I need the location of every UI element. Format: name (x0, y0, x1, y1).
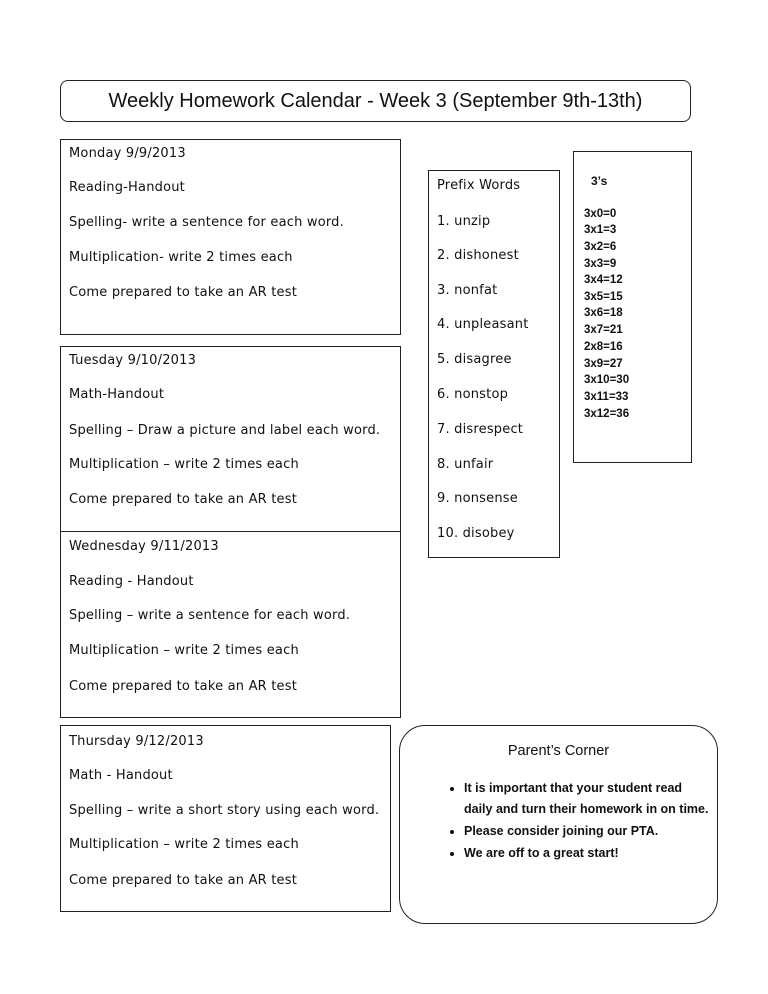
prefix-word: 6. nonstop (437, 387, 509, 402)
day-item: Multiplication – write 2 times each (69, 643, 299, 658)
prefix-word: 5. disagree (437, 352, 512, 367)
page-title: Weekly Homework Calendar - Week 3 (September 9th-13th) (108, 90, 643, 112)
multiplication-fact: 3x2=6 (584, 241, 617, 253)
day-item: Come prepared to take an AR test (69, 492, 297, 507)
multiplication-fact: 3x4=12 (584, 274, 623, 286)
prefix-word: 2. dishonest (437, 248, 519, 263)
multiplication-fact: 3x0=0 (584, 208, 617, 220)
prefix-word: 1. unzip (437, 214, 491, 229)
day-item: Multiplication – write 2 times each (69, 837, 299, 852)
day-item: Reading - Handout (69, 574, 194, 589)
day-box-monday (60, 139, 401, 335)
multiplication-fact: 3x7=21 (584, 324, 623, 336)
parents-corner-list (410, 778, 709, 865)
day-box-thursday (60, 725, 391, 912)
multiplication-fact: 3x5=15 (584, 291, 623, 303)
prefix-word: 8. unfair (437, 457, 494, 472)
prefix-word: 4. unpleasant (437, 317, 529, 332)
parents-corner-bullet: • It is important that your student read daily and turn their homework in on time. (464, 778, 709, 820)
day-heading: Thursday 9/12/2013 (69, 734, 204, 749)
parents-corner-bullet: • We are off to a great start! (464, 843, 709, 864)
multiplication-fact: 2x8=16 (584, 341, 623, 353)
multiplication-fact: 3x12=36 (584, 408, 630, 420)
prefix-word: 7. disrespect (437, 422, 524, 437)
prefix-heading: Prefix Words (437, 178, 521, 193)
parents-corner-bullet: • Please consider joining our PTA. (464, 821, 709, 842)
threes-facts-box (573, 151, 692, 463)
day-box-tuesday (60, 346, 401, 532)
multiplication-fact: 3x10=30 (584, 374, 630, 386)
multiplication-fact: 3x9=27 (584, 358, 623, 370)
day-item: Multiplication – write 2 times each (69, 457, 299, 472)
multiplication-fact: 3x6=18 (584, 307, 623, 319)
day-item: Math-Handout (69, 387, 165, 402)
day-heading: Monday 9/9/2013 (69, 146, 186, 161)
multiplication-fact: 3x11=33 (584, 391, 629, 403)
prefix-word: 3. nonfat (437, 283, 498, 298)
prefix-word: 10. disobey (437, 526, 515, 541)
day-item: Math - Handout (69, 768, 173, 783)
day-box-wednesday (60, 531, 401, 718)
prefix-word: 9. nonsense (437, 491, 518, 506)
day-item: Spelling – write a short story using each word. (69, 803, 380, 818)
day-item: Come prepared to take an AR test (69, 679, 297, 694)
threes-heading: 3’s (591, 174, 608, 188)
multiplication-fact: 3x3=9 (584, 258, 617, 270)
title-box (60, 80, 691, 122)
day-item: Spelling – write a sentence for each word. (69, 608, 351, 623)
day-heading: Tuesday 9/10/2013 (69, 353, 197, 368)
day-item: Multiplication- write 2 times each (69, 250, 293, 265)
parents-corner-box (399, 725, 718, 924)
day-item: Reading-Handout (69, 180, 185, 195)
day-item: Come prepared to take an AR test (69, 873, 297, 888)
day-item: Spelling- write a sentence for each word. (69, 215, 344, 230)
prefix-words-box (428, 170, 560, 558)
day-item: Come prepared to take an AR test (69, 285, 297, 300)
day-heading: Wednesday 9/11/2013 (69, 539, 219, 554)
parents-corner-title: Parent’s Corner (507, 743, 610, 759)
multiplication-fact: 3x1=3 (584, 224, 617, 236)
day-item: Spelling – Draw a picture and label each word. (69, 423, 381, 438)
